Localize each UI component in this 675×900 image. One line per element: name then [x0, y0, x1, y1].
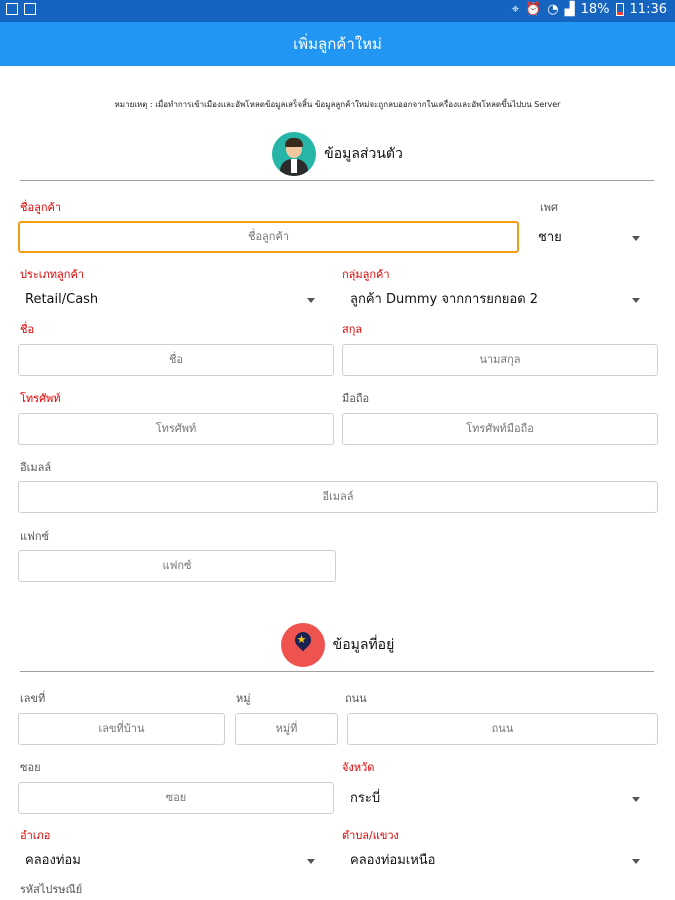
gallery-icon: [6, 3, 18, 15]
district-select[interactable]: [25, 849, 315, 873]
upload-note: หมายเหตุ : เมื่อทำการเข้าเมืองและอัพโหลดข้อมูลเสร็จสิ้น ข้อมูลลูกค้าใหม่จะถูกลบออกจากในเครื่องและอัพโหลดขึ้นไปบน Server: [114, 100, 561, 109]
last-name-input[interactable]: นามสกุล: [342, 344, 658, 376]
phone-label: โทรศัพท์: [20, 392, 61, 405]
customer-type-label: ประเภทลูกค้า: [20, 268, 84, 281]
moo-input[interactable]: หมู่ที่: [235, 713, 338, 745]
gender-value: ชาย: [538, 230, 562, 245]
email-label: อีเมลล์: [20, 461, 52, 474]
status-bar: [0, 0, 675, 22]
road-input[interactable]: ถนน: [347, 713, 658, 745]
fax-label: แฟกซ์: [20, 530, 50, 543]
customer-type-value: Retail/Cash: [25, 292, 99, 307]
address-section-title: ข้อมูลที่อยู่: [332, 637, 395, 653]
notification-icon: [24, 3, 36, 15]
dropdown-arrow-icon: [632, 797, 640, 802]
page-title: เพิ่มลูกค้าใหม่: [293, 35, 382, 53]
alarm-icon: ⏰: [525, 2, 542, 17]
district-value: คลองท่อม: [25, 853, 81, 868]
soi-input[interactable]: ซอย: [18, 782, 334, 814]
province-select[interactable]: [350, 787, 640, 811]
customer-type-select[interactable]: [25, 288, 315, 312]
customer-name-input[interactable]: ชื่อลูกค้า: [18, 221, 519, 253]
moo-label: หมู่: [236, 692, 251, 705]
personal-section-header: [0, 131, 675, 177]
customer-group-select[interactable]: [350, 288, 640, 312]
customer-group-label: กลุ่มลูกค้า: [342, 268, 390, 281]
gender-label: เพศ: [540, 201, 558, 214]
soi-label: ซอย: [20, 761, 41, 774]
subdistrict-label: ตำบล/แขวง: [342, 829, 399, 842]
postcode-label: รหัสไปรษณีย์: [20, 883, 83, 896]
address-section-header: [0, 622, 675, 668]
mobile-input[interactable]: โทรศัพท์มือถือ: [342, 413, 658, 445]
subdistrict-value: คลองท่อมเหนือ: [350, 853, 436, 868]
gender-select[interactable]: [538, 226, 640, 250]
last-name-label: สกุล: [342, 323, 363, 336]
house-no-label: เลขที่: [20, 692, 46, 705]
dropdown-arrow-icon: [307, 298, 315, 303]
fax-input[interactable]: แฟกซ์: [18, 550, 336, 582]
first-name-input[interactable]: ชื่อ: [18, 344, 334, 376]
dropdown-arrow-icon: [632, 859, 640, 864]
first-name-label: ชื่อ: [20, 323, 35, 336]
email-input[interactable]: อีเมลล์: [18, 481, 658, 513]
location-pin-icon: ★: [281, 623, 325, 667]
customer-name-label: ชื่อลูกค้า: [20, 201, 62, 214]
dropdown-arrow-icon: [632, 236, 640, 241]
clock: 11:36: [629, 2, 667, 17]
province-label: จังหวัด: [342, 761, 375, 774]
app-bar: [0, 22, 675, 66]
dropdown-arrow-icon: [632, 298, 640, 303]
mobile-label: มือถือ: [342, 392, 370, 405]
location-icon: ⌖: [511, 2, 520, 17]
subdistrict-select[interactable]: [350, 849, 640, 873]
road-label: ถนน: [345, 692, 367, 705]
dropdown-arrow-icon: [307, 859, 315, 864]
personal-section-title: ข้อมูลส่วนตัว: [324, 146, 403, 162]
district-label: อำเภอ: [20, 829, 51, 842]
wifi-icon: ◔: [547, 2, 559, 17]
battery-percent: 18%: [580, 2, 610, 17]
signal-icon: ▟: [564, 2, 575, 17]
customer-group-value: ลูกค้า Dummy จากการยกยอด 2: [350, 292, 539, 307]
person-avatar-icon: [272, 132, 316, 176]
province-value: กระบี่: [350, 791, 381, 806]
divider: [20, 671, 654, 672]
house-no-input[interactable]: เลขที่บ้าน: [18, 713, 225, 745]
battery-icon: [616, 3, 624, 16]
phone-input[interactable]: โทรศัพท์: [18, 413, 334, 445]
divider: [20, 180, 654, 181]
